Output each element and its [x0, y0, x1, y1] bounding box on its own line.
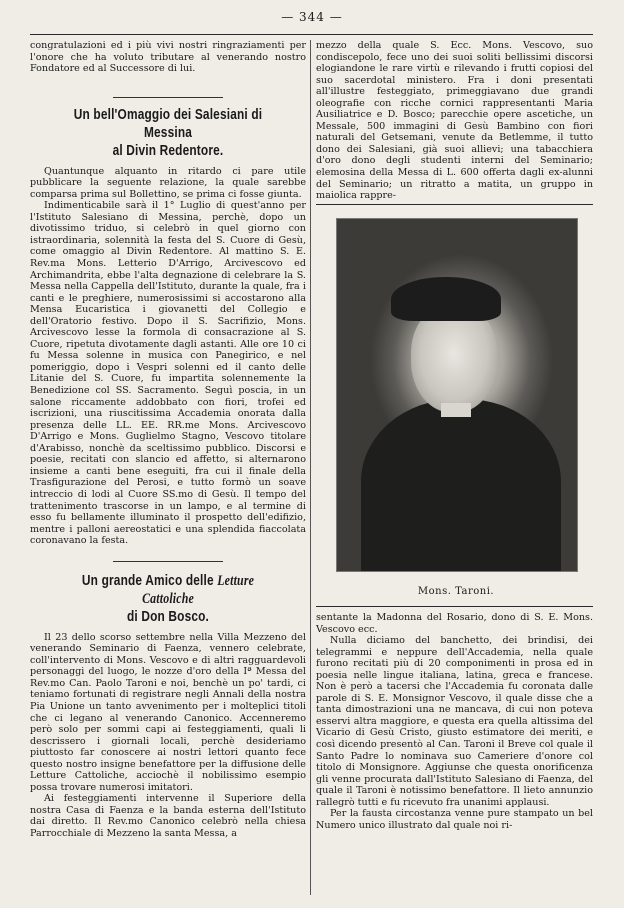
portrait-collar: [441, 403, 471, 417]
photo-bottom-rule: [316, 606, 593, 607]
photo-caption: Mons. Taroni.: [417, 586, 495, 597]
title-text: Un grande Amico delle: [81, 572, 218, 589]
paragraph: Ai festeggiamenti intervenne il Superiore della nostra Casa di Faenza e la banda esterna dell'Istituto dai diretto. Il Rev.mo Canonico celebrò nella chiesa Parrocchiale di Mezzeno la santa Messa, a: [30, 793, 306, 839]
paragraph: Indimenticabile sarà il 1° Luglio di quest'anno per l'Istituto Salesiano di Messina, perchè, dopo un divotissimo triduo, si celebrò in quel giorno con istraordinaria, solennità la festa del S. Cuore di Gesù, come omaggio al Divin Redentore. Al mattino S. E. Rev.ma Mons. Letterio D'Arrigo, Arcivescovo ed Archimandrita, ebbe l'alta degnazione di celebrare la S. Messa nella Cappella dell'Istituto, durante la quale, fra i canti e le preghiere, numerosissimi si accostarono alla Mensa Eucaristica i giovanetti del Collegio e dell'Oratorio festivo. Dopo il S. Sacrifizio, Mons. Arcivescovo lesse la formola di consacrazione al S. Cuore, ripetuta divotamente dagli astanti. Alle ore 10 ci fu Messa solenne in musica con Panegirico, e nel pomeriggio, dopo i Vespri solenni ed il canto delle Litanie del S. Cuore, fu impartita solennemente la Benedizione col SS. Sacramento. Seguì poscia, in un salone riccamente addobbato con fiori, trofei ed iscrizioni, una riuscitissima Accademia onorata dalla presenza delle LL. EE. RR.me Mons. Arcivescovo D'Arrigo e Mons. Guglielmo Stagno, Vescovo titolare d'Arabisso, nonchè da sceltissimo pubblico. Discorsi e poesie, recitati con slancio ed affetto, si alternarono insieme a canti bene eseguiti, fra cui il finale della Trasfigurazione del Perosi, e tutto formò un soave intreccio di lodi al Cuore SS.mo di Gesù. Il tempo del trattenimento trascorse in un lampo, e al termine di esso fu bellamente illuminato il prospetto dell'edifizio, mentre i palloni aereostatici e una splendida fiaccolata coronavano la festa.: [30, 200, 306, 547]
title-line-2: di Don Bosco.: [126, 608, 210, 625]
page-number: — 344 —: [281, 10, 343, 24]
article-title-taroni: [55, 572, 281, 626]
portrait-photo: [336, 218, 578, 572]
section-divider: [113, 97, 223, 98]
right-column-lower: [316, 612, 593, 831]
paragraph: Il 23 dello scorso settembre nella Villa Mezzeno del venerando Seminario di Faenza, vennero celebrate, coll'intervento di Mons. Vescovo e di altri ragguardevoli personaggi del luogo, le nozze d'oro della Iª Messa del Rev.mo Can. Paolo Taroni e noi, benchè un po' tardi, ci teniamo fortunati di registrare negli Annali della nostra Pia Unione un tanto avvenimento per i molteplici titoli che ci legano al venerando Canonico. Accenneremo però solo per sommi capi ai festeggiamenti, quali li descrissero i giornali locali, perchè desideriamo piuttosto far conoscere ai nostri lettori quanto fece questo nostro insigne benefattore per la diffusione delle Letture Cattoliche, acciochè il nobilissimo esempio possa trovare numerosi imitatori.: [30, 631, 306, 793]
title-line-1: Un bell'Omaggio dei Salesiani di Messina: [73, 106, 263, 141]
portrait-face: [411, 305, 497, 413]
section-divider: [113, 561, 223, 562]
left-column: [30, 40, 306, 840]
intro-paragraph: congratulazioni ed i più vivi nostri ringraziamenti per l'onore che ha voluto tributare al venerando nostro Fondatore ed al Successore di lui.: [30, 40, 306, 75]
photo-top-rule: [316, 204, 593, 205]
top-rule: [30, 34, 593, 35]
paragraph: sentante la Madonna del Rosario, dono di S. E. Mons. Vescovo ecc.: [316, 612, 593, 635]
paragraph: Quantunque alquanto in ritardo ci pare utile pubblicare la seguente relazione, la quale sarebbe comparsa prima sul Bollettino, se prima ci fosse giunta.: [30, 165, 306, 200]
title-italic: Letture Cattoliche: [142, 572, 255, 607]
column-divider: [310, 40, 311, 895]
paragraph: Per la fausta circostanza venne pure stampato un bel Numero unico illustrato dal quale noi ri-: [316, 808, 593, 831]
portrait-body: [361, 399, 561, 571]
right-column: [316, 40, 593, 202]
paragraph: mezzo della quale S. Ecc. Mons. Vescovo, suo condiscepolo, fece uno dei suoi soliti bellissimi discorsi elogiandone le rare virtù e rilevando i frutti copiosi del suo sacerdotal ministero. Fra i doni presentati all'illustre festeggiato, primeggiavano due grandi oleografie con ricche cornici rappresentanti Maria Ausiliatrice e D. Bosco; parecchie opere ascetiche, un Messale, 500 immagini di Gesù Bambino con fiori naturali del Getsemani, venute da Betlemme, il tutto dono dei Salesiani, già suoi allievi; una tabacchiera d'oro dono degli studenti interni del Seminario; elemosina della Messa di L. 600 offerta dagli ex-alunni del Seminario; un ritratto a matita, un gruppo in maiolica rappre-: [316, 40, 593, 202]
portrait-cap: [391, 277, 501, 321]
article-title-messina: [55, 106, 281, 160]
title-line-2: al Divin Redentore.: [112, 142, 224, 159]
paragraph: Nulla diciamo del banchetto, dei brindisi, dei telegrammi e neppure dell'Accademia, nella quale furono recitati più di 20 componimenti in prosa ed in poesia nelle lingue italiana, latina, greca e francese. Non è però a tacersi che l'Accademia fu coronata dalle parole di S. E. Monsignor Vescovo, il quale disse che a tanta dimostrazioni una ne mancava, di cui non poteva esservi altra maggiore, e questa era quella altissima del Vicario di Gesù Cristo, giusto estimatore dei meriti, e così dicendo presentò al Can. Taroni il Breve col quale il Santo Padre lo nominava suo Cameriere d'onore col titolo di Monsignore. Aggiunse che questa onorificenza gli venne procurata dall'Istituto Salesiano di Faenza, del quale il Taroni è notissimo benefattore. Il lieto annunzio rallegrò tutti e fu ricevuto fra unanimi applausi.: [316, 635, 593, 808]
title-line-1: [55, 572, 281, 608]
